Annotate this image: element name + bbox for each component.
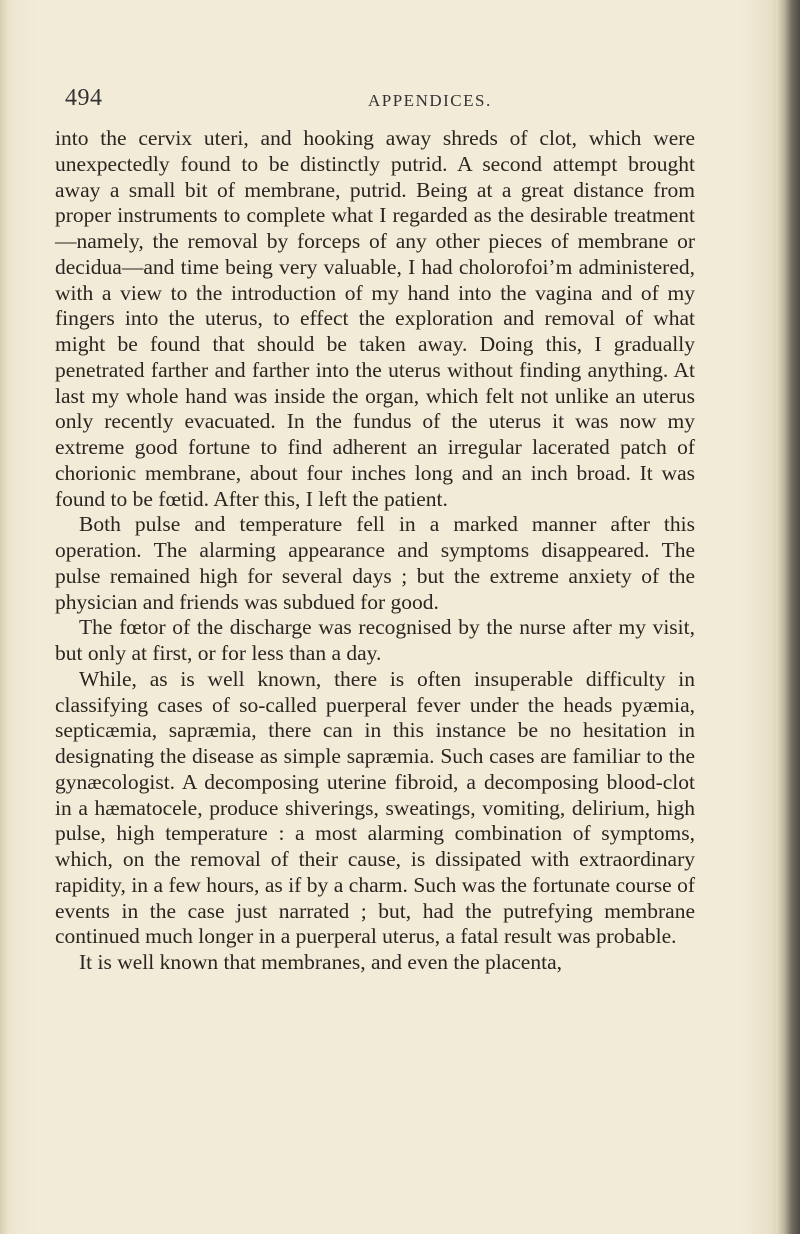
page-header [0,85,800,119]
paragraph: The fœtor of the discharge was recognised by the nurse after my visit, but only at first, or for less than a day. [55,615,695,665]
page-number: 494 [65,85,103,111]
paragraph: Both pulse and temperature fell in a marked manner after this operation. The alarming appearance and symptoms disappeared. The pulse remained high for several days ; but the extreme anxiety of the physician and friends was subdued for good. [55,512,695,614]
paragraph: It is well known that membranes, and even the placenta, [79,950,562,974]
paragraph: While, as is well known, there is often insuperable difficulty in classifying cases of so-called puerperal fever under the heads pyæmia, septicæmia, sapræmia, there can in this instance be no hesitation in designating the disease as simple sapræmia. Such cases are familiar to the gynæcologist. A decomposing uterine fibroid, a decomposing blood-clot in a hæmatocele, produce shiverings, sweatings, vomiting, delirium, high pulse, high temperature : a most alarming combination of symptoms, which, on the removal of their cause, is dissipated with extraordinary rapidity, in a few hours, as if by a charm. Such was the fortunate course of events in the case just narrated ; but, had the putrefying membrane continued much longer in a puerperal uterus, a fatal result was probable. [55,666,695,949]
body-text [55,126,695,976]
paragraph-continued: into the cervix uteri, and hooking away shreds of clot, which were unexpectedly found to be distinctly putrid. A second attempt brought away a small bit of membrane, putrid. Being at a great distance from proper instruments to complete what I regarded as the desirable treatment—namely, the removal by forceps of any other pieces of membrane or decidua—and time being very valuable, I had cholorofoi’m administered, with a view to the introduction of my hand into the vagina and of my fingers into the uterus, to effect the exploration and removal of what might be found that should be taken away. Doing this, I gradually penetrated farther and farther into the uterus without finding anything. At last my whole hand was inside the organ, which felt not unlike an uterus only recently evacuated. In the fundus of the uterus it was now my extreme good fortune to find adherent an irregular lacerated patch of chorionic membrane, about four inches long and an inch broad. It was found to be fœtid. After this, I left the patient. [55,126,695,511]
binding-shadow [776,0,800,1234]
running-head: APPENDICES. [368,91,492,110]
left-page-edge [0,0,10,1234]
